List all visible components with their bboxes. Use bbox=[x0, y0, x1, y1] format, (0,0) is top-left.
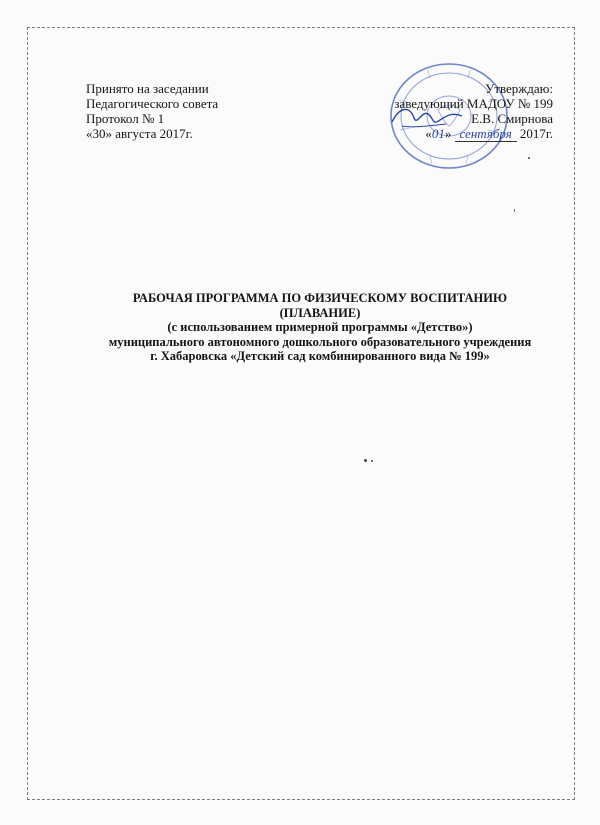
approval-block bbox=[394, 81, 553, 142]
title-line-basis: (с использованием примерной программы «Детство») bbox=[167, 320, 473, 334]
scan-speck bbox=[371, 460, 373, 462]
scan-speck bbox=[528, 157, 530, 159]
adoption-line-protocol: Протокол № 1 bbox=[86, 111, 165, 126]
approval-line-date bbox=[394, 126, 553, 142]
date-month: сентября bbox=[455, 126, 517, 142]
approval-line-approve: Утверждаю: bbox=[485, 81, 553, 96]
date-year: 2017г. bbox=[516, 126, 553, 141]
title-line-institution: муниципального автономного дошкольного образовательного учреждения bbox=[108, 334, 532, 349]
title-line-city: г. Хабаровска «Детский сад комбинированного вида № 199» bbox=[150, 349, 490, 363]
adoption-block bbox=[86, 81, 218, 141]
date-close-quote: » bbox=[444, 126, 455, 141]
title-line-program: РАБОЧАЯ ПРОГРАММА ПО ФИЗИЧЕСКОМУ ВОСПИТАНИЮ bbox=[132, 291, 508, 305]
adoption-line-date: «30» августа 2017г. bbox=[86, 126, 193, 141]
date-day: 01 bbox=[431, 126, 445, 141]
scan-speck bbox=[514, 209, 515, 212]
approval-line-name: Е.В. Смирнова bbox=[471, 111, 553, 126]
scan-speck bbox=[364, 459, 367, 462]
title-line-swimming: (ПЛАВАНИЕ) bbox=[279, 305, 361, 320]
date-open-quote: « bbox=[425, 126, 432, 141]
document-title bbox=[90, 291, 550, 364]
approval-line-position: заведующий МАДОУ № 199 bbox=[394, 96, 553, 111]
adoption-line-council: Педагогического совета bbox=[86, 96, 219, 111]
adoption-line-meeting: Принято на заседании bbox=[86, 81, 209, 96]
